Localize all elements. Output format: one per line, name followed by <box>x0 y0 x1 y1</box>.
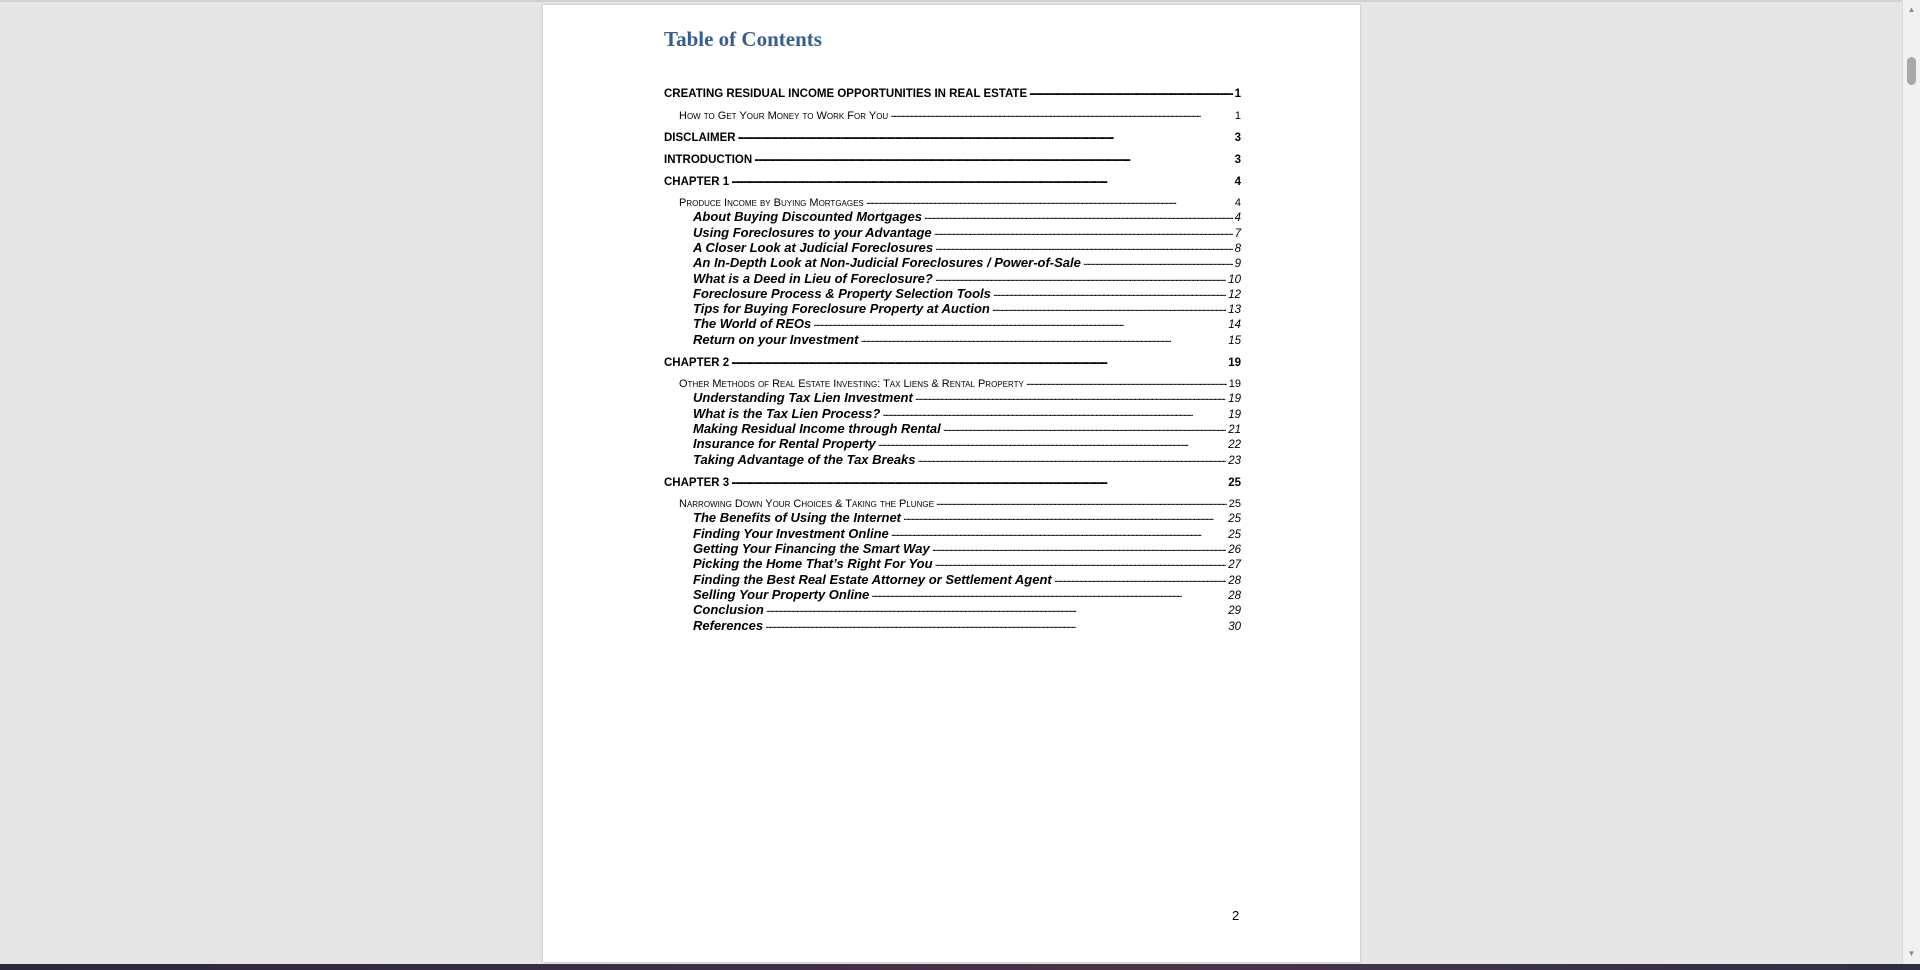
toc-entry-page: 23 <box>1228 455 1241 467</box>
toc-entry-title: What is the Tax Lien Process? <box>693 406 881 421</box>
toc-entry-title: Getting Your Financing the Smart Way <box>693 541 930 556</box>
toc-entry-page: 4 <box>1234 212 1241 224</box>
toc-entry-page: 27 <box>1228 559 1241 571</box>
toc-dot-leader <box>738 131 1233 143</box>
toc-entry-page: 9 <box>1234 258 1241 270</box>
toc-entry-page: 28 <box>1228 590 1241 602</box>
toc-entry-title: An In-Depth Look at Non-Judicial Foreclosures / Power-of-Sale <box>693 255 1081 270</box>
toc-dot-leader <box>860 334 1226 345</box>
toc-entry[interactable] <box>679 104 1241 122</box>
toc-entry-title: Tips for Buying Foreclosure Property at Auction <box>693 301 990 316</box>
toc-entry-title: Taking Advantage of the Tax Breaks <box>693 452 916 467</box>
toc-entry[interactable] <box>664 126 1241 144</box>
toc-entry-title: DISCLAIMER <box>664 132 736 144</box>
toc-entry[interactable] <box>693 449 1241 467</box>
toc-entry-page: 19 <box>1228 378 1241 390</box>
toc-entry-title: CHAPTER 3 <box>664 477 730 489</box>
taskbar-edge <box>0 964 1920 970</box>
toc-dot-leader <box>765 620 1226 631</box>
toc-dot-leader <box>878 438 1226 449</box>
toc-dot-leader <box>918 454 1227 465</box>
toc-entry-page: 19 <box>1228 409 1241 421</box>
toc-entry-title: Conclusion <box>693 602 764 617</box>
toc-entry-title: Finding Your Investment Online <box>693 526 889 541</box>
toc-entry-title: Making Residual Income through Rental <box>693 421 941 436</box>
toc-entry-page: 4 <box>1234 197 1241 209</box>
toc-entry-page: 19 <box>1228 357 1241 369</box>
toc-dot-leader <box>754 153 1232 165</box>
toc-entry-page: 8 <box>1234 243 1241 255</box>
toc-entry-title: Return on your Investment <box>693 332 859 347</box>
toc-dot-leader <box>1029 87 1232 99</box>
toc-dot-leader <box>890 109 1233 120</box>
toc-entry-title: CREATING RESIDUAL INCOME OPPORTUNITIES IN REAL ESTATE <box>664 88 1028 100</box>
toc-dot-leader <box>731 175 1232 187</box>
toc-entry-page: 29 <box>1228 605 1241 617</box>
toc-entry-page: 26 <box>1228 544 1241 556</box>
toc-entry-page: 25 <box>1228 498 1241 510</box>
toc-entry[interactable] <box>664 471 1241 489</box>
toc-entry-title: Insurance for Rental Property <box>693 436 876 451</box>
document-page <box>543 5 1360 962</box>
toc-entry-page: 12 <box>1228 289 1241 301</box>
toc-entry[interactable] <box>664 170 1241 188</box>
vertical-scrollbar[interactable] <box>1902 0 1920 964</box>
toc-dot-leader <box>924 211 1233 222</box>
toc-entry-title: What is a Deed in Lieu of Foreclosure? <box>693 271 933 286</box>
toc-entry-page: 25 <box>1228 513 1241 525</box>
toc-entry-page: 28 <box>1228 575 1241 587</box>
toc-dot-leader <box>731 476 1226 488</box>
toc-entry-page: 25 <box>1228 477 1241 489</box>
page-number: 2 <box>1232 908 1240 923</box>
toc-entry-title: CHAPTER 1 <box>664 176 730 188</box>
toc-entry[interactable] <box>693 615 1241 633</box>
toc-entry[interactable] <box>664 82 1241 100</box>
toc-entry-page: 7 <box>1234 228 1241 240</box>
toc-dot-leader <box>903 512 1226 523</box>
toc-entry-page: 13 <box>1228 304 1241 316</box>
scroll-thumb[interactable] <box>1907 57 1916 85</box>
toc-entry-page: 3 <box>1234 132 1241 144</box>
toc-entry-title: References <box>693 618 764 633</box>
toc-entry-title: Understanding Tax Lien Investment <box>693 390 913 405</box>
toc-entry-page: 14 <box>1228 319 1241 331</box>
toc-entry-title: About Buying Discounted Mortgages <box>693 209 922 224</box>
scroll-up-arrow-icon[interactable]: ▲ <box>1907 5 1916 14</box>
toc-entry-page: 21 <box>1228 424 1241 436</box>
toc-entry-page: 15 <box>1228 335 1241 347</box>
toc-dot-leader <box>766 604 1226 615</box>
toc-entry-title: Finding the Best Real Estate Attorney or Settlement Agent <box>693 572 1052 587</box>
toc-entry-title: Using Foreclosures to your Advantage <box>693 225 932 240</box>
toc-entry-page: 1 <box>1234 110 1241 122</box>
toc-entry-title: Selling Your Property Online <box>693 587 870 602</box>
toc-dot-leader <box>935 558 1227 569</box>
toc-entry-title: INTRODUCTION <box>664 154 753 166</box>
toc-entry-page: 30 <box>1228 621 1241 633</box>
toc-entry-title: The World of REOs <box>693 316 812 331</box>
toc-dot-leader <box>731 356 1226 368</box>
scroll-down-arrow-icon[interactable]: ▼ <box>1907 949 1916 958</box>
toc-entry-page: 1 <box>1234 88 1241 100</box>
toc-entry[interactable] <box>693 329 1241 347</box>
toc-entry-title: A Closer Look at Judicial Foreclosures <box>693 240 934 255</box>
toc-entry-title: CHAPTER 2 <box>664 357 730 369</box>
toc-entry-title: Other Methods of Real Estate Investing: Tax Liens & Rental Property <box>679 378 1024 390</box>
toc-entry-title: How to Get Your Money to Work For You <box>679 110 889 122</box>
toc-entry-page: 22 <box>1228 439 1241 451</box>
toc-dot-leader <box>1083 257 1233 268</box>
toc-entry-title: The Benefits of Using the Internet <box>693 510 902 525</box>
toc-dot-leader <box>915 392 1226 403</box>
toc-entry-page: 10 <box>1228 274 1241 286</box>
toc-dot-leader <box>813 318 1226 329</box>
toc-entry-title: Foreclosure Process & Property Selection Tools <box>693 286 991 301</box>
toc-entry-title: Produce Income by Buying Mortgages <box>679 197 864 209</box>
toc-entry-page: 19 <box>1228 393 1241 405</box>
toc-entry-title: Picking the Home That’s Right For You <box>693 556 933 571</box>
toc-entry[interactable] <box>664 351 1241 369</box>
toc-entry-page: 4 <box>1234 176 1241 188</box>
toc-title: Table of Contents <box>664 27 822 51</box>
toc-entry-page: 25 <box>1228 529 1241 541</box>
toc-entry-title: Narrowing Down Your Choices & Taking the Plunge <box>679 498 934 510</box>
toc-entry[interactable] <box>664 148 1241 166</box>
toc-entry-page: 3 <box>1234 154 1241 166</box>
